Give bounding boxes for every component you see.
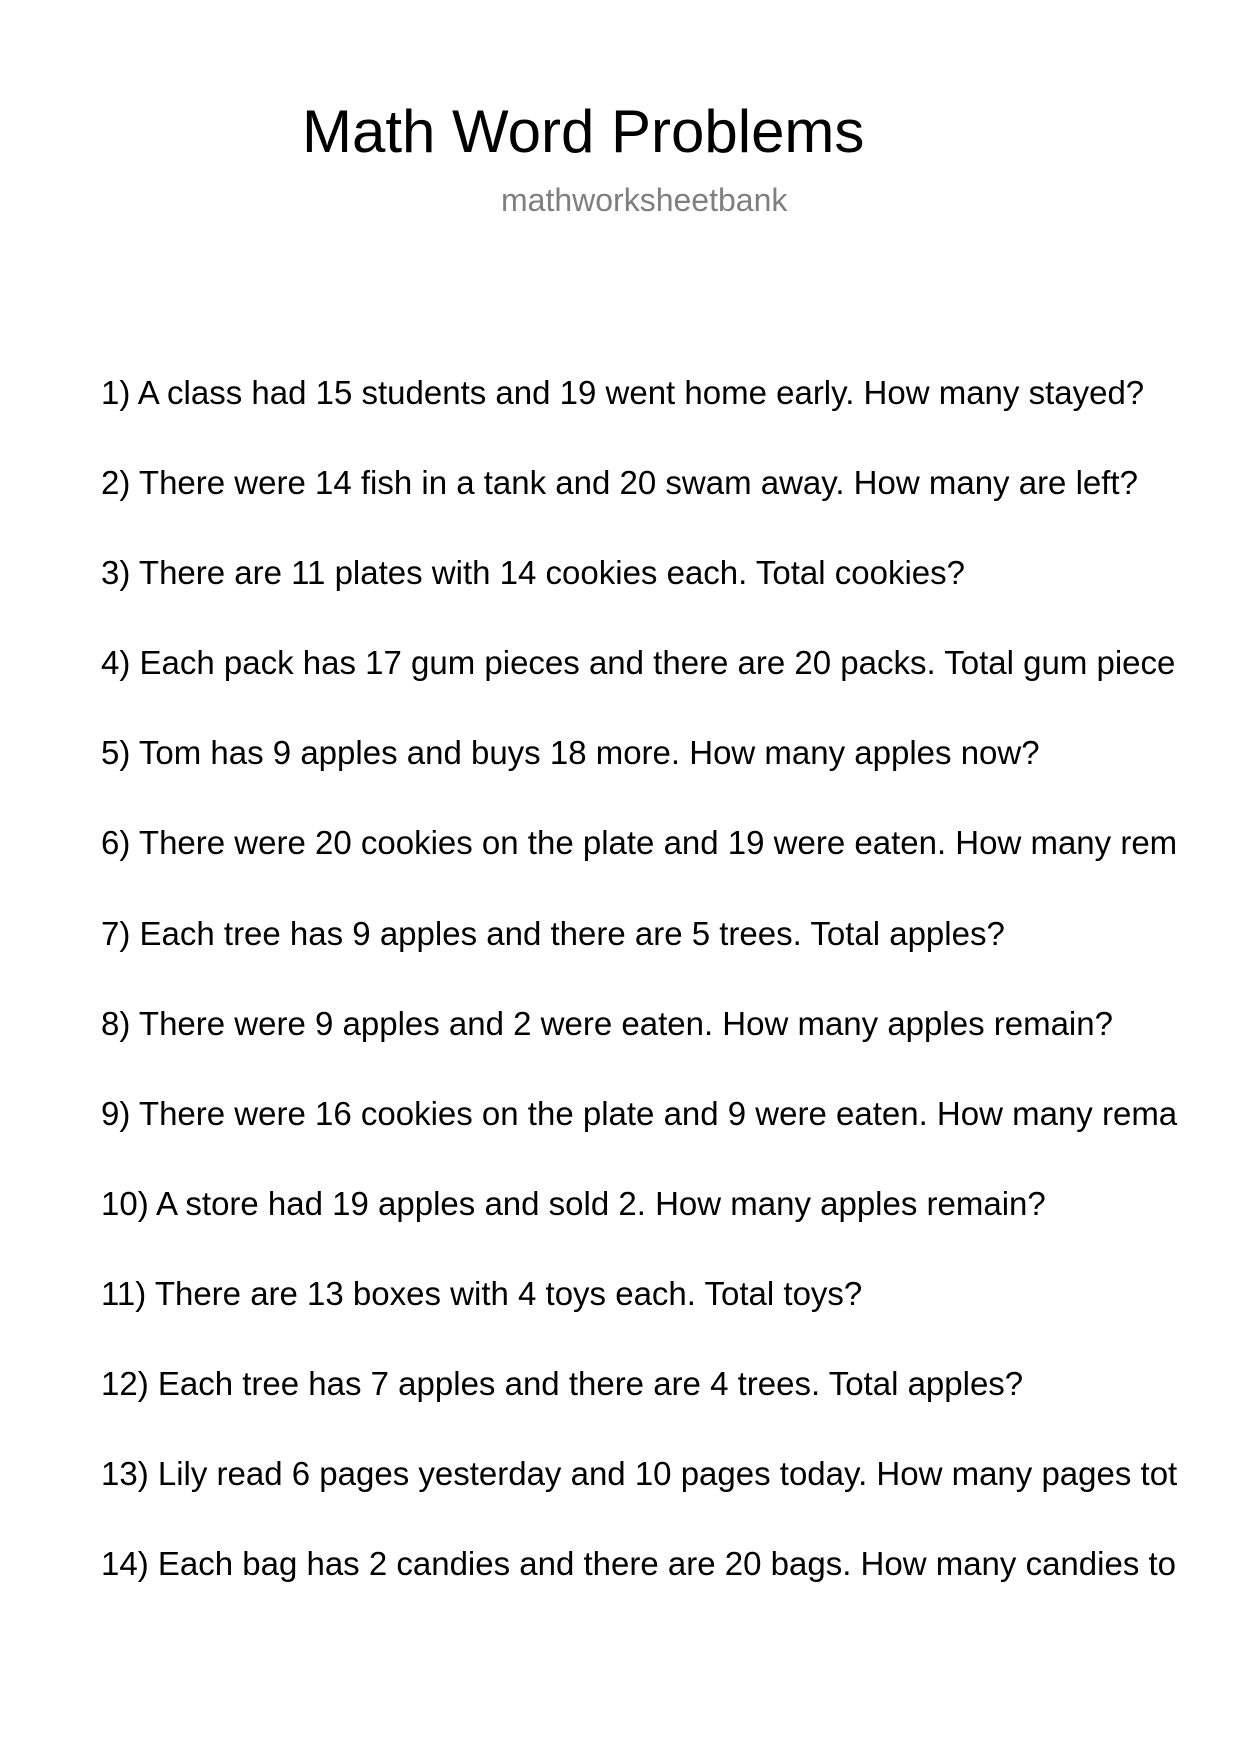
problem-item: 10) A store had 19 apples and sold 2. How many apples remain? xyxy=(101,1184,1046,1222)
problem-item: 2) There were 14 fish in a tank and 20 swam away. How many are left? xyxy=(101,464,1138,502)
problem-item: 14) Each bag has 2 candies and there are 20 bags. How many candies to xyxy=(101,1545,1177,1583)
problem-item: 4) Each pack has 17 gum pieces and there are 20 packs. Total gum piece xyxy=(101,644,1176,682)
problem-item: 12) Each tree has 7 apples and there are 4 trees. Total apples? xyxy=(101,1365,1024,1403)
problem-item: 1) A class had 15 students and 19 went home early. How many stayed? xyxy=(101,374,1145,411)
problem-list xyxy=(101,348,1177,1609)
source-subtitle: mathworksheetbank xyxy=(501,182,788,218)
problem-item: 7) Each tree has 9 apples and there are 5 trees. Total apples? xyxy=(101,914,1005,952)
problem-item: 9) There were 16 cookies on the plate and 9 were eaten. How many rema xyxy=(101,1094,1178,1132)
problem-item: 5) Tom has 9 apples and buys 18 more. How many apples now? xyxy=(101,734,1040,772)
page-title: Math Word Problems xyxy=(302,98,865,165)
problem-item: 8) There were 9 apples and 2 were eaten. How many apples remain? xyxy=(101,1004,1113,1042)
problem-item: 6) There were 20 cookies on the plate and 19 were eaten. How many rem xyxy=(101,824,1178,862)
problem-item: 13) Lily read 6 pages yesterday and 10 pages today. How many pages tot xyxy=(101,1455,1178,1493)
problem-item: 3) There are 11 plates with 14 cookies each. Total cookies? xyxy=(101,554,966,592)
problem-item: 11) There are 13 boxes with 4 toys each. Total toys? xyxy=(101,1274,863,1312)
